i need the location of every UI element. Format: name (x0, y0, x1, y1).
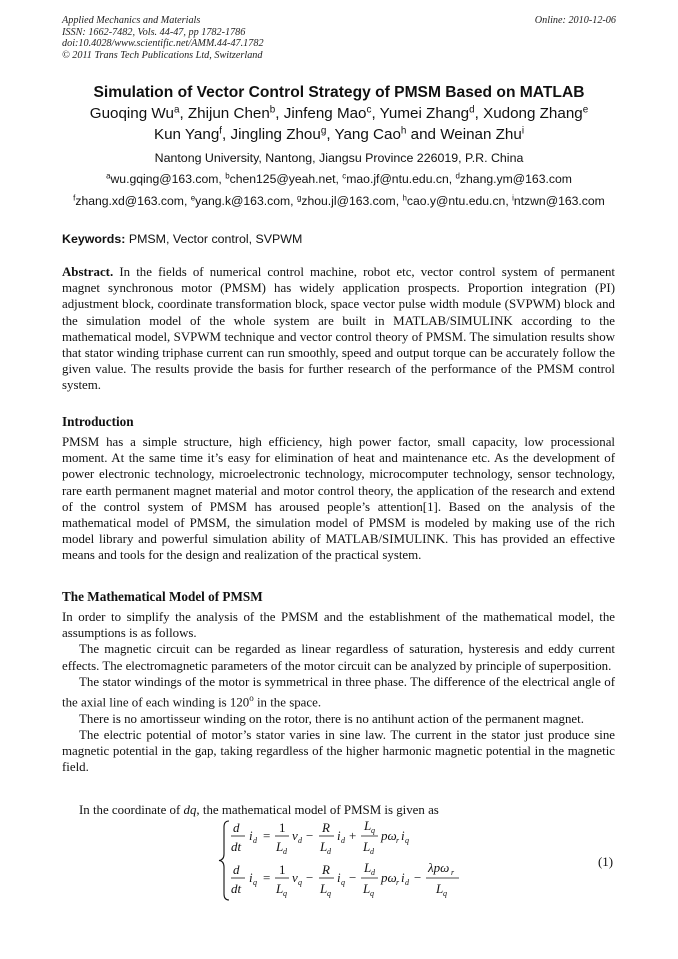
i-q-lhs: i (249, 870, 253, 885)
L-q-den-1: L (276, 881, 284, 896)
assumption-3: There is no amortisseur winding on the rotor, there is no antihunt action of the permanent magnet. (79, 711, 584, 726)
online-date: Online: 2010-12-06 (534, 15, 616, 26)
author-separator: , (326, 126, 335, 143)
email-affil-sup: f (73, 193, 76, 203)
i-q-2-sub: q (341, 878, 345, 887)
journal-name: Applied Mechanics and Materials (62, 15, 201, 26)
author-name: Xudong Zhang (483, 105, 583, 122)
author-separator: , (371, 105, 380, 122)
assumption-4: The electric potential of motor’s stator varies in sine law. The current in the stator just produce sine magnetic potential in the gap, taking regardless of the higher harmonic magnetic potential in the magnetic field. (62, 727, 615, 775)
email-address: zhang.xd@163.com (75, 194, 184, 208)
R-num-1: R (322, 820, 330, 835)
email-separator: , (505, 194, 513, 208)
i-q-1: i (401, 828, 405, 843)
L-d-den-3: L (363, 839, 371, 854)
emails-line-2 (0, 194, 678, 208)
email-address: cao.y@ntu.edu.cn (406, 194, 506, 208)
author-separator: , (275, 105, 284, 122)
frac-d-num-1: d (233, 820, 240, 835)
abstract-text: In the fields of numerical control machine, robot etc, vector control system of permanent magnet synchronous motor (PMSM) has widely application prospects. Proportion integration (PI) adjustment block, coordinate transformation block, space vector pulse width module (SVPWM) block and the simulation model of the whole system are built in MATLAB/SIMULINK according to the mathematical model, SVPWM technique and vector control theory of PMSM. The simulation results show that stator winding triphase current can run smoothly, speed and output torque can be accurately follow the given value. The results provide the basis for further research of the performance of the PMSM control system. (62, 265, 615, 393)
equation-brace (219, 821, 229, 900)
one-num-1: 1 (279, 820, 286, 835)
p-omega-1-sub: r (396, 836, 400, 845)
L-q-den-2-sub: q (327, 889, 331, 898)
author-name: Weinan Zhu (440, 126, 522, 143)
author-name: Yumei Zhang (379, 105, 470, 122)
L-d-den-2: L (320, 839, 328, 854)
keywords-label: Keywords: (62, 232, 126, 246)
email-affil-sup: i (512, 193, 514, 203)
assumption-1: The magnetic circuit can be regarded as linear regardless of saturation, hysteresis and eddy current effects. The electromagnetic parameters of the motor circuit can be analyzed by principle of superposition. (62, 642, 615, 673)
copyright-line: © 2011 Trans Tech Publications Ltd, Switzerland (62, 49, 263, 61)
author-affil-sup: a (173, 104, 180, 116)
authors-line-2 (0, 124, 678, 145)
author-list (0, 103, 678, 145)
email-separator: , (395, 194, 403, 208)
i-q-lhs-sub: q (253, 878, 257, 887)
eq-sign-1: = (263, 828, 271, 843)
L-d-num-2: L (364, 860, 372, 875)
email-address: wu.gqing@163.com (110, 172, 219, 186)
section-heading-introduction: Introduction (62, 414, 134, 429)
plus-1: + (349, 828, 357, 843)
author-name: Jinfeng Mao (283, 105, 367, 122)
L-q-den-1-sub: q (283, 889, 287, 898)
email-separator: , (290, 194, 297, 208)
email-separator: , (218, 172, 226, 186)
author-separator: , (179, 105, 188, 122)
L-q-den-3-sub: q (370, 889, 374, 898)
author-name: Yang Cao (334, 126, 401, 143)
author-name: Guoqing Wu (89, 105, 174, 122)
abstract-label: Abstract. (62, 265, 114, 279)
email-address: mao.jf@ntu.edu.cn (346, 172, 449, 186)
frac-dt-den-2: dt (231, 881, 242, 896)
L-q-den-4: L (436, 881, 444, 896)
header-left (62, 15, 264, 61)
affiliation: Nantong University, Nantong, Jiangsu Province 226019, P.R. China (154, 151, 524, 165)
model-intro-paragraph: In order to simplify the analysis of the PMSM and the establishment of the mathematical model, the assumptions is as follows. (62, 610, 615, 641)
degree-sup: o (249, 693, 254, 704)
email-affil-sup: h (402, 193, 407, 203)
author-affil-sup: g (320, 125, 327, 137)
L-d-den-3-sub: d (370, 847, 374, 856)
coord-suffix: , the mathematical model of PMSM is given as (196, 803, 439, 817)
p-omega-2: pω (381, 870, 397, 885)
minus-1: − (306, 828, 314, 843)
L-q-den-3: L (363, 881, 371, 896)
i-d-2: i (401, 870, 405, 885)
author-affil-sup: f (219, 125, 223, 137)
email-affil-sup: c (342, 171, 347, 181)
assumption-2-end: in the space. (253, 695, 322, 710)
author-affil-sup: d (469, 104, 475, 116)
author-affil-sup: c (366, 104, 372, 116)
eq-sign-2: = (263, 870, 271, 885)
author-separator: and (406, 126, 441, 143)
keywords-text: PMSM, Vector control, SVPWM (128, 232, 303, 246)
coordinate-sentence (79, 803, 439, 818)
author-affil-sup: h (400, 125, 407, 137)
L-q-num-1-sub: q (371, 826, 375, 835)
abstract-paragraph (62, 264, 615, 394)
introduction-paragraph: PMSM has a simple structure, high efficiency, high power factor, small capacity, low processional moment. At the same time it’s easy for elimination of heat and maintenance etc. As the development of power electronic technology, microelectronic technology, microcomputer technology, sensor technology, rare earth permanent magnet material and motor control theory, the application of the research and extend of the control system of PMSM has aroused people’s attention[1]. Based on the analysis of the mathematical model of PMSM, the simulation model of PMSM is modeled by making use of the rich model library and powerful simulation ability of MATLAB/SIMULINK. This has provided an effective means and tools for the design and realization of the practical system. (62, 435, 615, 563)
coord-var: dq (183, 803, 197, 817)
i-q-1-sub: q (405, 836, 409, 845)
email-affil-sup: b (225, 171, 230, 181)
assumption-2 (62, 674, 615, 711)
authors-line-1 (0, 103, 678, 124)
L-q-den-4-sub: q (443, 889, 447, 898)
L-q-den-2: L (320, 881, 328, 896)
email-address: yang.k@163.com (195, 194, 291, 208)
equation-1 (221, 818, 471, 903)
email-affil-sup: a (106, 171, 111, 181)
email-affil-sup: e (190, 193, 196, 203)
author-affil-sup: i (521, 125, 525, 137)
email-affil-sup: d (455, 171, 460, 181)
minus-3: − (349, 870, 357, 885)
i-d-1: i (337, 828, 341, 843)
lambda-p-omega: λpω (428, 860, 450, 875)
email-address: chen125@yeah.net (229, 172, 336, 186)
equation-svg (221, 818, 471, 903)
keywords (62, 232, 302, 246)
author-affil-sup: e (582, 104, 589, 116)
frac-d-num-2: d (233, 862, 240, 877)
assumption-2-text: The stator windings of the motor is symmetrical in three phase. The difference of the electrical angle of the axial line of each winding is 120 (62, 674, 615, 710)
author-name: Kun Yang (153, 126, 220, 143)
i-d-lhs: i (249, 828, 253, 843)
v-d-sub: d (298, 836, 302, 845)
emails-line-1 (0, 172, 678, 186)
i-d-2-sub: d (405, 878, 409, 887)
L-d-den-1: L (276, 839, 284, 854)
issn-line: ISSN: 1662-7482, Vols. 44-47, pp 1782-1786 (62, 26, 246, 38)
i-q-2: i (337, 870, 341, 885)
p-omega-2-sub: r (396, 878, 400, 887)
L-d-den-2-sub: d (327, 847, 331, 856)
email-address: zhou.jl@163.com (301, 194, 396, 208)
i-d-lhs-sub: d (253, 836, 257, 845)
model-section-body (62, 609, 615, 775)
minus-4: − (414, 870, 422, 885)
email-separator: , (183, 194, 191, 208)
minus-2: − (306, 870, 314, 885)
email-separator: , (335, 172, 343, 186)
coord-prefix: In the coordinate of (79, 803, 184, 817)
L-d-num-2-sub: d (371, 868, 375, 877)
i-d-1-sub: d (341, 836, 345, 845)
author-affil-sup: b (269, 104, 276, 116)
author-name: Zhijun Chen (187, 105, 270, 122)
one-num-2: 1 (279, 862, 286, 877)
email-address: ntzwn@163.com (513, 194, 605, 208)
equation-number: (1) (597, 855, 613, 869)
v-d: v (292, 828, 298, 843)
L-q-num-1: L (364, 818, 372, 833)
p-omega-1: pω (381, 828, 397, 843)
email-separator: , (448, 172, 456, 186)
section-heading-model: The Mathematical Model of PMSM (62, 589, 263, 604)
author-separator: , (222, 126, 231, 143)
author-separator: , (474, 105, 484, 122)
frac-dt-den-1: dt (231, 839, 242, 854)
author-name: Jingling Zhou (230, 126, 321, 143)
paper-title: Simulation of Vector Control Strategy of PMSM Based on MATLAB (93, 84, 585, 101)
R-num-2: R (322, 862, 330, 877)
email-affil-sup: g (296, 193, 302, 203)
email-address: zhang.ym@163.com (459, 172, 572, 186)
L-d-den-1-sub: d (283, 847, 287, 856)
doi-line: doi:10.4028/www.scientific.net/AMM.44-47.1782 (62, 38, 264, 50)
lambda-p-omega-sub: r (451, 868, 455, 877)
v-q: v (292, 870, 298, 885)
v-q-sub: q (298, 878, 302, 887)
